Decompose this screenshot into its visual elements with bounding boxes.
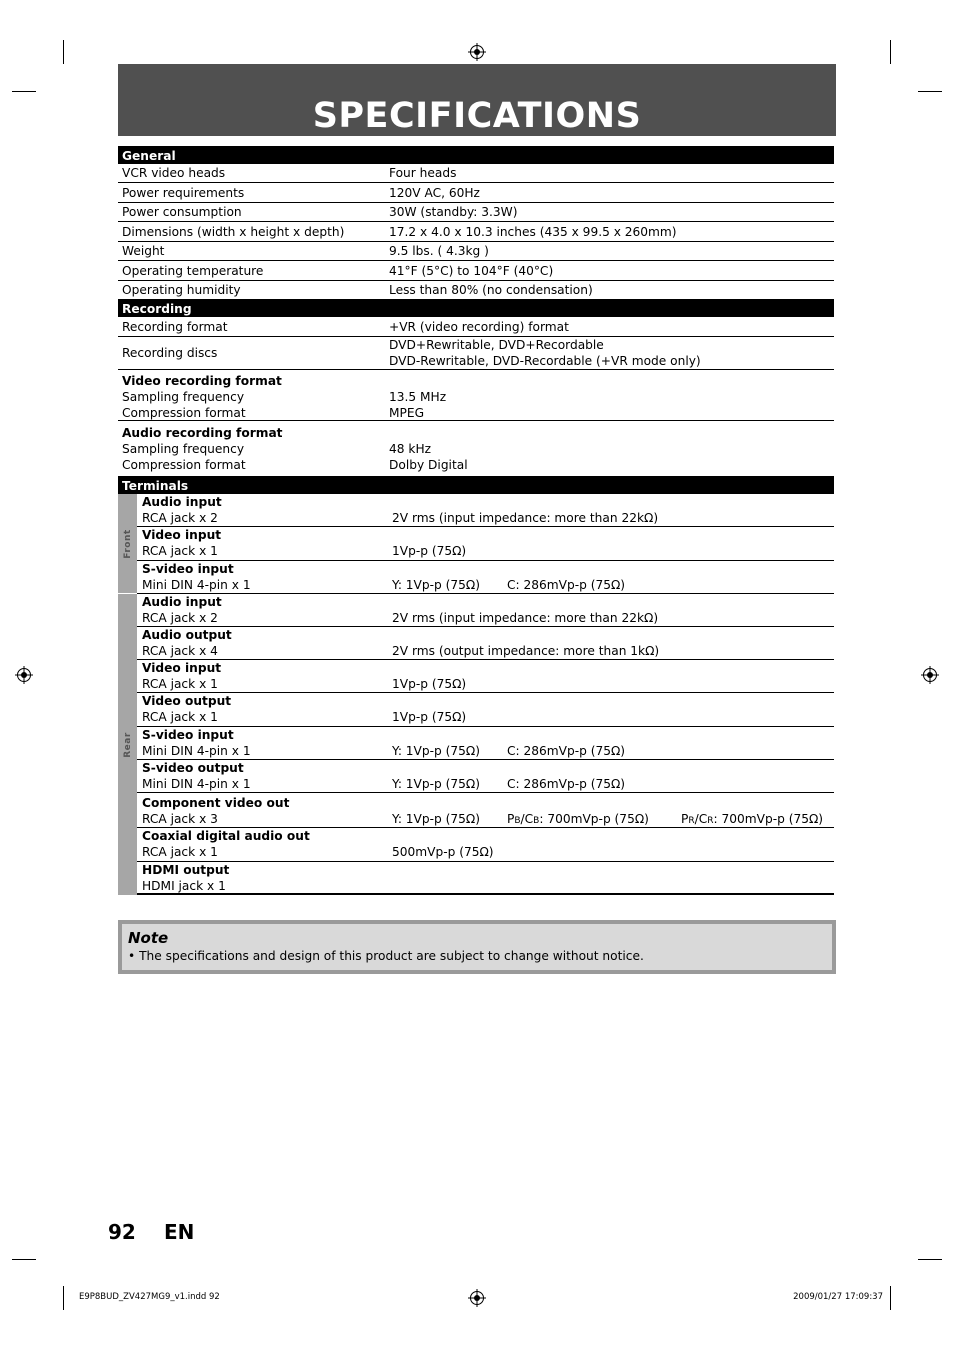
pr-cr-value: PR/CR: 700mVp-p (75Ω) [681, 812, 824, 826]
note-box [118, 920, 836, 974]
table-row: Recording discs DVD+Rewritable, DVD+Recordable DVD-Rewritable, DVD-Recordable (+VR mode only) [118, 337, 834, 370]
section-general-heading: General [118, 146, 834, 164]
registration-mark-icon [470, 45, 484, 59]
table-row: VCR video heads Four heads [118, 164, 834, 183]
language-code: EN [164, 1220, 195, 1244]
terminal-item: S-video input Mini DIN 4-pin x 1 Y: 1Vp-p (75Ω) C: 286mVp-p (75Ω) [137, 561, 834, 594]
crop-mark [918, 91, 942, 92]
note-title: Note [128, 929, 169, 947]
registration-mark-icon [923, 668, 937, 682]
terminal-item: Audio input RCA jack x 2 2V rms (input impedance: more than 22kΩ) [137, 494, 834, 527]
terminal-item: Component video out RCA jack x 3 Y: 1Vp-p (75Ω) PB/CB: 700mVp-p (75Ω) PR/CR: 700mVp-p (75Ω) [137, 793, 834, 828]
front-terminals [118, 494, 834, 594]
terminal-item: Video input RCA jack x 1 1Vp-p (75Ω) [137, 527, 834, 561]
crop-mark [918, 1259, 942, 1260]
footer-filename: E9P8BUD_ZV427MG9_v1.indd 92 [79, 1292, 220, 1302]
note-text: • The specifications and design of this product are subject to change without notice. [128, 949, 644, 963]
crop-mark [63, 1286, 64, 1310]
video-recording-format: Video recording format Sampling frequency 13.5 MHz Compression format MPEG [118, 370, 834, 421]
table-row: Operating temperature 41°F (5°C) to 104°F (40°C) [118, 261, 834, 281]
table-row: Power requirements 120V AC, 60Hz [118, 183, 834, 203]
registration-mark-icon [17, 668, 31, 682]
terminal-item: Video output RCA jack x 1 1Vp-p (75Ω) [137, 693, 834, 727]
section-recording-heading: Recording [118, 299, 834, 317]
rear-side-label: Rear [118, 594, 137, 895]
audio-recording-format: Audio recording format Sampling frequency 48 kHz Compression format Dolby Digital [122, 426, 468, 472]
table-row: Operating humidity Less than 80% (no condensation) [122, 283, 593, 297]
table-row: Power consumption 30W (standby: 3.3W) [118, 203, 834, 222]
crop-mark [63, 40, 64, 64]
terminal-item: Audio input RCA jack x 2 2V rms (input impedance: more than 22kΩ) [137, 594, 834, 627]
page-number: 92 [108, 1220, 136, 1244]
terminal-item: Video input RCA jack x 1 1Vp-p (75Ω) [137, 660, 834, 693]
title-bar [118, 64, 836, 136]
rear-terminals [118, 594, 834, 895]
pb-cb-value: PB/CB: 700mVp-p (75Ω) [507, 812, 649, 826]
terminal-item: Coaxial digital audio out RCA jack x 1 500mVp-p (75Ω) [137, 828, 834, 862]
page-title: SPECIFICATIONS [312, 96, 642, 136]
section-terminals-heading: Terminals [118, 476, 834, 494]
terminal-item: S-video output Mini DIN 4-pin x 1 Y: 1Vp-p (75Ω) C: 286mVp-p (75Ω) [137, 760, 834, 793]
table-row: Weight 9.5 lbs. ( 4.3kg ) [118, 242, 834, 261]
front-side-label: Front [118, 494, 137, 594]
terminal-item: S-video input Mini DIN 4-pin x 1 Y: 1Vp-p (75Ω) C: 286mVp-p (75Ω) [137, 727, 834, 760]
spec-table [118, 146, 834, 895]
crop-mark [890, 1286, 891, 1310]
table-row: Dimensions (width x height x depth) 17.2 x 4.0 x 10.3 inches (435 x 99.5 x 260mm) [118, 222, 834, 242]
footer-timestamp: 2009/01/27 17:09:37 [793, 1292, 883, 1302]
terminal-item: HDMI output HDMI jack x 1 [137, 862, 834, 895]
crop-mark [12, 1259, 36, 1260]
crop-mark [890, 40, 891, 64]
registration-mark-icon [470, 1291, 484, 1305]
table-row: Recording format +VR (video recording) format [118, 317, 834, 337]
terminal-item: Audio output RCA jack x 4 2V rms (output impedance: more than 1kΩ) [137, 627, 834, 660]
crop-mark [12, 91, 36, 92]
